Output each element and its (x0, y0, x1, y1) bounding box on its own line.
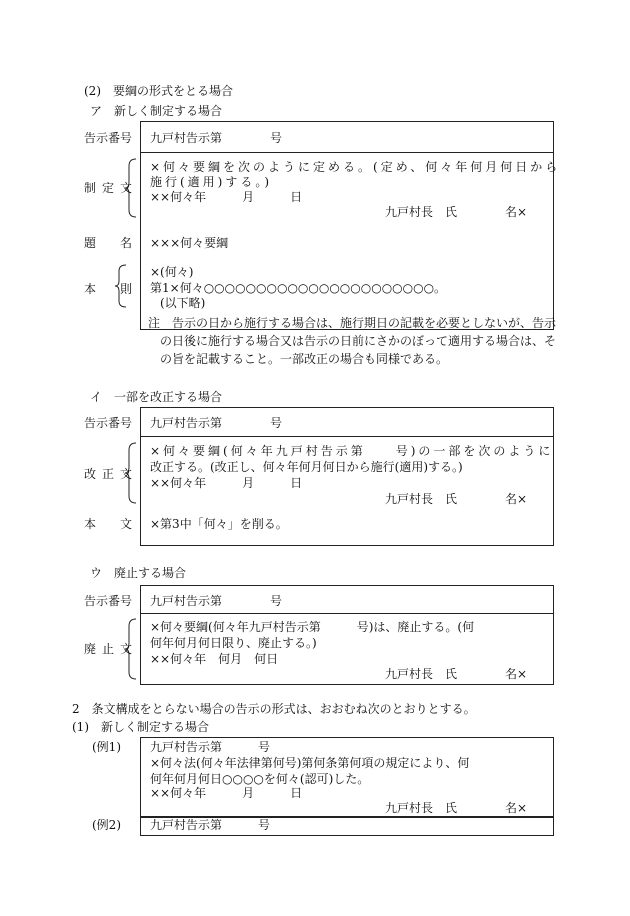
enactment-line: 施行(適用)する。) (150, 175, 273, 189)
signer: 九戸村長 氏 名× (385, 492, 528, 506)
notice-number: 九戸村告示第 号 (150, 416, 283, 430)
example-line: 九戸村告示第 号 (150, 740, 271, 754)
label-abolition: 廃止文 (84, 642, 139, 656)
title-text: ×××何々要綱 (150, 236, 229, 250)
date: ××何々年 月 日 (150, 476, 303, 490)
amendment-line: ×何々要綱(何々年九戸村告示第 号)の一部を次のように (150, 444, 554, 458)
abolition-line: ×何々要綱(何々年九戸村告示第 号)は、廃止する。(何 (150, 620, 475, 634)
label-notice-number: 告示番号 (84, 131, 133, 145)
date: ××何々年 月 日 (150, 786, 303, 800)
note-line: の旨を記載すること。一部改正の場合も同様である。 (160, 352, 449, 366)
label-amendment: 改正文 (84, 467, 139, 481)
example-line: 何年何月何日○○○○を何々(認可)した。 (150, 772, 370, 786)
body-line: 第1×何々○○○○○○○○○○○○○○○○○○○○○○。 (150, 281, 447, 295)
signer: 九戸村長 氏 名× (385, 667, 528, 681)
label-enactment: 制定文 (84, 181, 139, 195)
amendment-line: 改正する。(改正し、何々年何月何日から施行(適用)する。) (150, 460, 463, 474)
note-line: 注 告示の日から施行する場合は、施行期日の記載を必要としないが、告示 (148, 316, 557, 330)
section-heading: 2 条文構成をとらない場合の告示の形式は、おおむね次のとおりとする。 (72, 702, 476, 716)
enactment-line: ×何々要綱を次のように定める。(定め、何々年何月何日から (150, 160, 561, 174)
notice-number: 九戸村告示第 号 (150, 594, 283, 608)
signer: 九戸村長 氏 名× (385, 205, 528, 219)
divider (140, 613, 554, 614)
subsection-u-title: ウ 廃止する場合 (90, 566, 187, 580)
label-title: 題 名 (84, 236, 139, 250)
date: ××何々年 月 日 (150, 190, 303, 204)
body-line: ×(何々) (150, 265, 194, 279)
divider (140, 436, 554, 437)
subsection-a-title: ア 新しく制定する場合 (90, 104, 223, 118)
body-line: (以下略) (160, 296, 206, 310)
body-text: ×第3中「何々」を削る。 (150, 517, 288, 531)
label-body: 本 文 (84, 517, 139, 531)
subsection-1-title: (1) 新しく制定する場合 (72, 720, 209, 734)
example-label: (例1) (92, 740, 121, 754)
section-heading: (2) 要綱の形式をとる場合 (84, 84, 233, 98)
divider (140, 152, 554, 153)
label-body: 本 則 (84, 282, 139, 296)
example-line: 九戸村告示第 号 (150, 818, 271, 832)
date: ××何々年 何月 何日 (150, 652, 279, 666)
abolition-line: 何年何月何日限り、廃止する。) (150, 636, 317, 650)
signer: 九戸村長 氏 名× (385, 801, 528, 815)
subsection-i-title: イ 一部を改正する場合 (90, 390, 223, 404)
note-line: の日後に施行する場合又は告示の日前にさかのぼって適用する場合は、そ (160, 334, 557, 348)
label-notice-number: 告示番号 (84, 594, 133, 608)
notice-number: 九戸村告示第 号 (150, 131, 283, 145)
label-notice-number: 告示番号 (84, 416, 133, 430)
example-line: ×何々法(何々年法律第何号)第何条第何項の規定により、何 (150, 756, 470, 770)
example-label: (例2) (92, 818, 121, 832)
